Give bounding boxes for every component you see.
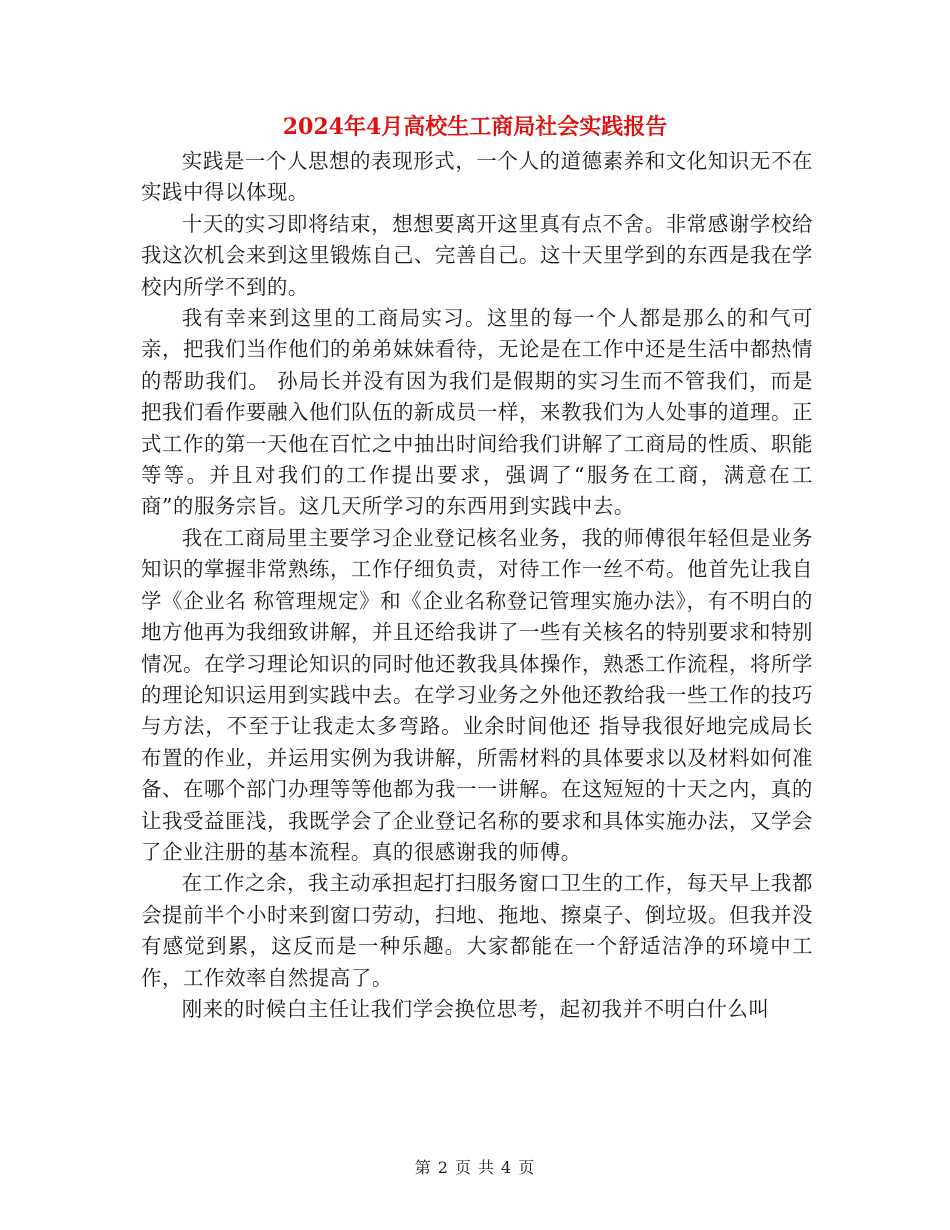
paragraph-3: 我有幸来到这里的工商局实习。这里的每一个人都是那么的和气可亲，把我们当作他们的弟弟妹妹看待，无论是在工作中还是生活中都热情的帮助我们。 孙局长并没有因为我们是假期的实习生而不管我们，而是把我们看作要融入他们队伍的新成员一样，来教我们为人处事的道理。正式工作的第一天他在百忙之中抽出时间给我们讲解了工商局的性质、职能等等。并且对我们的工作提出要求，强调了“服务在工商，满意在工商”的服务宗旨。这几天所学习的东西用到实践中去。: [141, 306, 813, 519]
footer-prefix: 第: [414, 1158, 432, 1177]
footer-mid: 页 共: [454, 1158, 496, 1177]
paragraph-4: 我在工商局里主要学习企业登记核名业务，我的师傅很年轻但是业务知识的掌握非常熟练，工作仔细负责，对待工作一丝不苟。他首先让我自学《企业名 称管理规定》和《企业名称登记管理实施办法》，有不明白的地方他再为我细致讲解，并且还给我讲了一些有关核名的特别要求和特别情况。在学习理论知识的同时他还教我具体操作，熟悉工作流程，将所学的理论知识运用到实践中去。在学习业务之外他还教给我一些工作的技巧与方法，不至于让我走太多弯路。业余时间他还 指导我很好地完成局长布置的作业，并运用实例为我讲解，所需材料的具体要求以及材料如何准备、在哪个部门办理等等他都为我一一讲解。在这短短的十天之内，真的让我受益匪浅，我既学会了企业登记名称的要求和具体实施办法，又学会了企业注册的基本流程。真的很感谢我的师傅。: [141, 525, 813, 864]
footer-page-number: 2: [437, 1158, 449, 1177]
footer-total-pages: 4: [501, 1158, 513, 1177]
paragraph-6: 刚来的时候白主任让我们学会换位思考，起初我并不明白什么叫: [181, 996, 770, 1021]
document-body: [141, 146, 813, 1025]
paragraph-5: 在工作之余，我主动承担起打扫服务窗口卫生的工作，每天早上我都会提前半个小时来到窗口劳动，扫地、拖地、擦桌子、倒垃圾。但我并没有感觉到累，这反而是一种乐趣。大家都能在一个舒适洁净的环境中工作，工作效率自然提高了。: [141, 871, 813, 990]
page-footer: [0, 1155, 950, 1178]
paragraph-2: 十天的实习即将结束，想想要离开这里真有点不舍。非常感谢学校给我这次机会来到这里锻炼自己、完善自己。这十天里学到的东西是我在学校内所学不到的。: [141, 211, 813, 299]
footer-suffix: 页: [518, 1158, 536, 1177]
document-title: 2024年4月高校生工商局社会实践报告: [282, 114, 668, 140]
paragraph-1: 实践是一个人思想的表现形式，一个人的道德素养和文化知识无不在实践中得以体现。: [141, 149, 813, 205]
